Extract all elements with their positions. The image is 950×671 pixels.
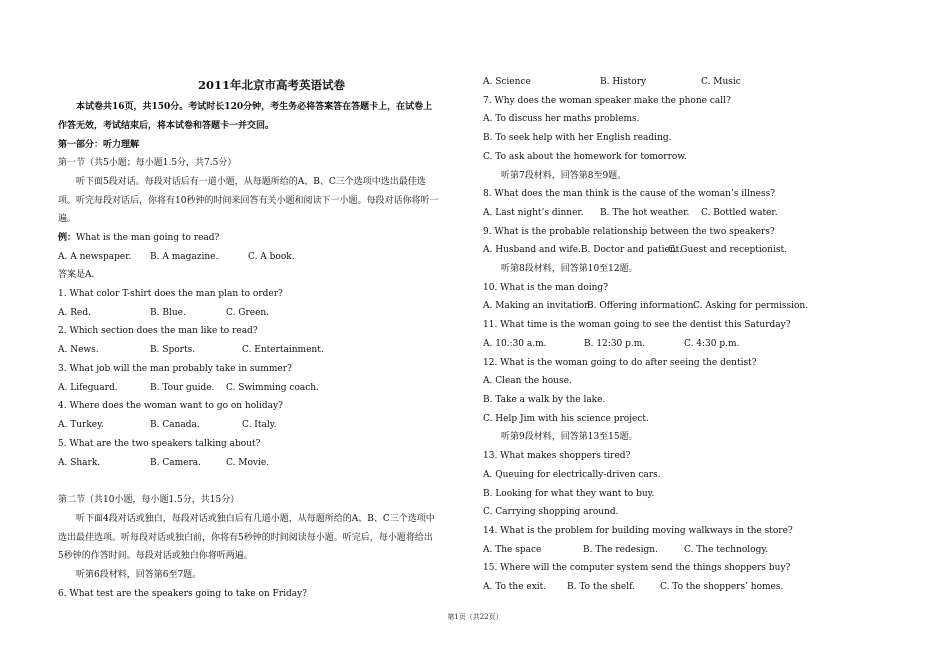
question-10: 10. What is the man doing? [483, 283, 609, 293]
question-13: 13. What makes shoppers tired? [483, 451, 631, 461]
example-option-b: B. A magazine. [150, 252, 219, 262]
q14-option-c: C. The technology. [684, 545, 769, 555]
q15-option-c: C. To the shoppers’ homes. [660, 582, 784, 592]
question-9: 9. What is the probable relationship between the two speakers? [483, 227, 775, 237]
q6-option-a: A. Science [483, 77, 531, 87]
q6-option-c: C. Music [701, 77, 741, 87]
q1-option-c: C. Green. [226, 308, 270, 318]
material-7-heading: 听第7段材料，回答第8至9题。 [501, 171, 627, 181]
q10-option-a: A. Making an invitation. [483, 301, 593, 311]
q8-option-c: C. Bottled water. [701, 208, 778, 218]
example-option-c: C. A book. [248, 252, 295, 262]
q10-option-c: C. Asking for permission. [693, 301, 809, 311]
q2-option-b: B. Sports. [150, 345, 196, 355]
q4-option-a: A. Turkey. [58, 420, 104, 430]
q13-option-a: A. Queuing for electrically-driven cars. [483, 470, 661, 480]
q1-option-b: B. Blue. [150, 308, 186, 318]
intro-line-1: 本试卷共16页，共150分。考试时长120分钟，考生务必将答案答在答题卡上，在试卷上 [76, 102, 433, 112]
q2-option-c: C. Entertainment. [242, 345, 324, 355]
question-1: 1. What color T-shirt does the man plan to order? [58, 289, 283, 299]
question-14: 14. What is the problem for building moving walkways in the store? [483, 526, 793, 536]
q6-option-b: B. History [600, 77, 647, 87]
q15-option-b: B. To the shelf. [567, 582, 636, 592]
section-one-heading: 第一节（共5小题；每小题1.5分，共7.5分） [58, 158, 237, 168]
q7-option-c: C. To ask about the homework for tomorrow. [483, 152, 687, 162]
section-two-instruction-1: 听下面4段对话或独白，每段对话或独白后有几道小题，从每题所给的A、B、C三个选项中 [76, 514, 435, 524]
question-6: 6. What test are the speakers going to take on Friday? [58, 589, 307, 599]
q3-option-b: B. Tour guide. [150, 383, 215, 393]
question-8: 8. What does the man think is the cause of the woman’s illness? [483, 189, 776, 199]
q4-option-c: C. Italy. [242, 420, 277, 430]
q5-option-b: B. Camera. [150, 458, 201, 468]
section-two-instruction-3: 5秒钟的作答时间。每段对话或独白你将听两遍。 [58, 551, 253, 561]
page-title: 2011年北京市高考英语试卷 [198, 78, 346, 92]
q5-option-a: A. Shark. [58, 458, 101, 468]
q4-option-b: B. Canada. [150, 420, 200, 430]
material-6-heading: 听第6段材料，回答第6至7题。 [76, 570, 202, 580]
q8-option-a: A. Last night’s dinner. [483, 208, 584, 218]
question-5: 5. What are the two speakers talking about? [58, 439, 261, 449]
section-one-instruction-1: 听下面5段对话。每段对话后有一道小题，从每题所给的A、B、C三个选项中选出最佳选 [76, 177, 426, 187]
intro-line-2: 作答无效，考试结束后，将本试卷和答题卡一并交回。 [58, 121, 275, 131]
question-11: 11. What time is the woman going to see the dentist this Saturday? [483, 320, 791, 330]
q1-option-a: A. Red. [58, 308, 91, 318]
example-answer: 答案是A. [58, 270, 95, 280]
q3-option-a: A. Lifeguard. [58, 383, 118, 393]
q13-option-c: C. Carrying shopping around. [483, 507, 619, 517]
q7-option-a: A. To discuss her maths problems. [483, 114, 640, 124]
q9-option-ab: A. Husband and wife.B. Doctor and patient. [483, 245, 683, 255]
q11-option-b: B. 12:30 p.m. [584, 339, 646, 349]
section-one-instruction-3: 遍。 [58, 214, 77, 224]
q11-option-a: A. 10.:30 a.m. [483, 339, 547, 349]
q3-option-c: C. Swimming coach. [226, 383, 319, 393]
q5-option-c: C. Movie. [226, 458, 270, 468]
q12-option-b: B. Take a walk by the lake. [483, 395, 606, 405]
q12-option-a: A. Clean the house. [483, 376, 572, 386]
q13-option-b: B. Looking for what they want to buy. [483, 489, 655, 499]
part-one-heading: 第一部分：听力理解 [58, 140, 140, 150]
example-label: 例： [58, 233, 77, 243]
example-question-text: What is the man going to read? [76, 233, 220, 243]
example-option-a: A. A newspaper. [58, 252, 132, 262]
question-15: 15. Where will the computer system send the things shoppers buy? [483, 563, 791, 573]
question-3: 3. What job will the man probably take in summer? [58, 364, 292, 374]
q8-option-b: B. The hot weather. [600, 208, 690, 218]
question-12: 12. What is the woman going to do after seeing the dentist? [483, 358, 757, 368]
q12-option-c: C. Help Jim with his science project. [483, 414, 649, 424]
q7-option-b: B. To seek help with her English reading. [483, 133, 672, 143]
material-9-heading: 听第9段材料，回答第13至15题。 [501, 432, 638, 442]
q2-option-a: A. News. [58, 345, 99, 355]
q14-option-a: A. The space [483, 545, 542, 555]
question-2: 2. Which section does the man like to read? [58, 326, 258, 336]
section-one-instruction-2: 项。听完每段对话后，你将有10秒钟的时间来回答有关小题和阅读下一小题。每段对话你将听一 [58, 196, 439, 206]
question-7: 7. Why does the woman speaker make the phone call? [483, 96, 731, 106]
example-question [58, 232, 219, 244]
q9-option-c: C. Guest and receptionist. [668, 245, 787, 255]
section-two-heading: 第二节（共10小题，每小题1.5分，共15分） [58, 495, 240, 505]
question-4: 4. Where does the woman want to go on holiday? [58, 401, 283, 411]
q10-option-b: B. Offering information. [587, 301, 697, 311]
q14-option-b: B. The redesign. [583, 545, 658, 555]
q15-option-a: A. To the exit. [483, 582, 547, 592]
section-two-instruction-2: 选出最佳选项。听每段对话或独白前，你将有5秒钟的时间阅读每小题。听完后，每小题将给出 [58, 533, 433, 543]
q11-option-c: C. 4:30 p.m. [684, 339, 740, 349]
material-8-heading: 听第8段材料，回答第10至12题。 [501, 264, 638, 274]
page-footer: 第1页（共22页） [447, 613, 503, 621]
